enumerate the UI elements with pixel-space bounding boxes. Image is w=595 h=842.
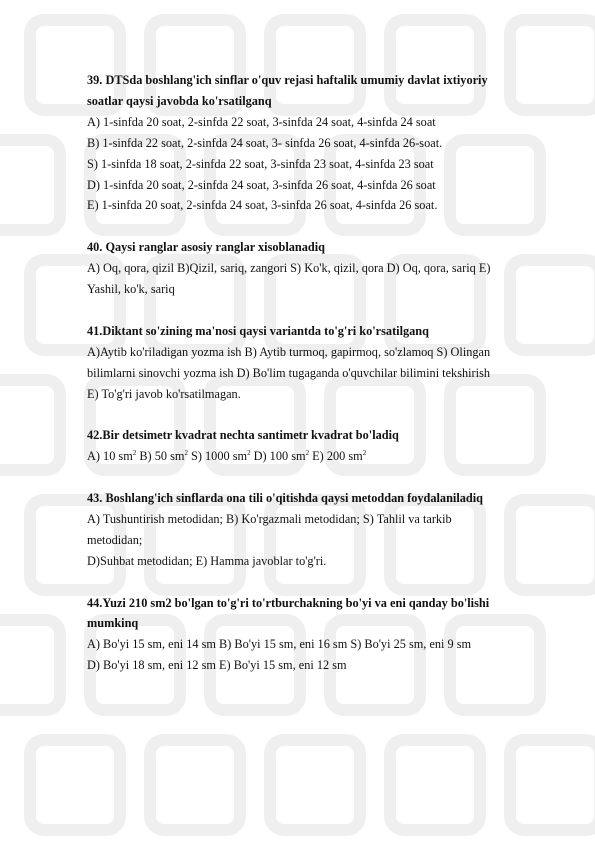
- question-title-continued: mumkinq: [87, 616, 139, 631]
- answer-option: B) 1-sinfda 22 soat, 2-sinfda 24 soat, 3- sinfda 26 soat, 4-sinfda 26-soat.: [87, 135, 443, 150]
- answer-line: A) Bo'yi 15 sm, eni 14 sm B) Bo'yi 15 sm, eni 16 sm S) Bo'yi 25 sm, eni 9 sm: [87, 637, 472, 652]
- answer-line: [87, 446, 557, 467]
- answer-line: D) Bo'yi 18 sm, eni 12 sm E) Bo'yi 15 sm, eni 12 sm: [87, 658, 347, 673]
- question-title: 44.Yuzi 210 sm2 bo'lgan to'g'ri to'rtburchakning bo'yi va eni qanday bo'lishi: [87, 595, 490, 610]
- answer-line: E) To'g'ri javob ko'rsatilmagan.: [87, 386, 241, 401]
- question-title-continued: soatlar qaysi javobda ko'rsatilganq: [87, 93, 272, 108]
- answer-line: D)Suhbat metodidan; E) Hamma javoblar to'g'ri.: [87, 553, 327, 568]
- question-title: 43. Boshlang'ich sinflarda ona tili o'qitishda qaysi metoddan foydalaniladiq: [87, 491, 483, 506]
- question-title: 41.Diktant so'zining ma'nosi qaysi variantda to'g'ri ko'rsatilganq: [87, 323, 429, 338]
- question-39: [87, 70, 557, 216]
- answer-option: S) 1-sinfda 18 soat, 2-sinfda 22 soat, 3-sinfda 23 soat, 4-sinfda 23 soat: [87, 156, 434, 171]
- answer-option: A) 1-sinfda 20 soat, 2-sinfda 22 soat, 3-sinfda 24 soat, 4-sinfda 24 soat: [87, 114, 436, 129]
- spacer: [87, 572, 557, 593]
- superscript: 2: [247, 449, 251, 458]
- superscript: 2: [132, 449, 137, 458]
- superscript: 2: [362, 449, 367, 458]
- question-title: 39. DTSda boshlang'ich sinflar o'quv rejasi haftalik umumiy davlat ixtiyoriy: [87, 73, 488, 87]
- answer-option: B) 50 sm: [136, 449, 185, 464]
- answer-line: bilimlarni sinovchi yozma ish D) Bo'lim tugaganda o'quvchilar bilimini tekshirish: [87, 365, 490, 380]
- superscript: 2: [184, 449, 188, 458]
- answer-option: A) 10 sm: [87, 449, 133, 464]
- document-body: [87, 70, 557, 676]
- question-title: 40. Qaysi ranglar asosiy ranglar xisoblanadiq: [87, 240, 326, 255]
- answer-line: Yashil, ko'k, sariq: [87, 282, 175, 297]
- question-44: [87, 593, 557, 677]
- question-43: [87, 488, 557, 572]
- answer-line: A) Tushuntirish metodidan; B) Ko'rgazmali metodidan; S) Tahlil va tarkib: [87, 511, 452, 526]
- answer-option: D) 100 sm: [250, 449, 306, 464]
- answer-line: A) Oq, qora, qizil B)Qizil, sariq, zangori S) Ko'k, qizil, qora D) Oq, qora, sariq E): [87, 261, 491, 276]
- question-42: [87, 425, 557, 467]
- spacer: [87, 300, 557, 321]
- spacer: [87, 467, 557, 488]
- answer-line: metodidan;: [87, 532, 143, 547]
- answer-option: E) 200 sm: [309, 449, 363, 464]
- question-41: [87, 321, 557, 405]
- answer-line: A)Aytib ko'riladigan yozma ish B) Aytib turmoq, gapirmoq, so'zlamoq S) Olingan: [87, 344, 491, 359]
- answer-option: S) 1000 sm: [187, 449, 248, 464]
- answer-option: E) 1-sinfda 20 soat, 2-sinfda 24 soat, 3-sinfda 26 soat, 4-sinfda 26 soat.: [87, 198, 438, 213]
- superscript: 2: [305, 449, 310, 458]
- answer-option: D) 1-sinfda 20 soat, 2-sinfda 24 soat, 3-sinfda 26 soat, 4-sinfda 26 soat: [87, 177, 436, 192]
- spacer: [87, 404, 557, 425]
- question-title: 42.Bir detsimetr kvadrat nechta santimetr kvadrat bo'ladiq: [87, 428, 399, 443]
- spacer: [87, 216, 557, 237]
- question-40: [87, 237, 557, 300]
